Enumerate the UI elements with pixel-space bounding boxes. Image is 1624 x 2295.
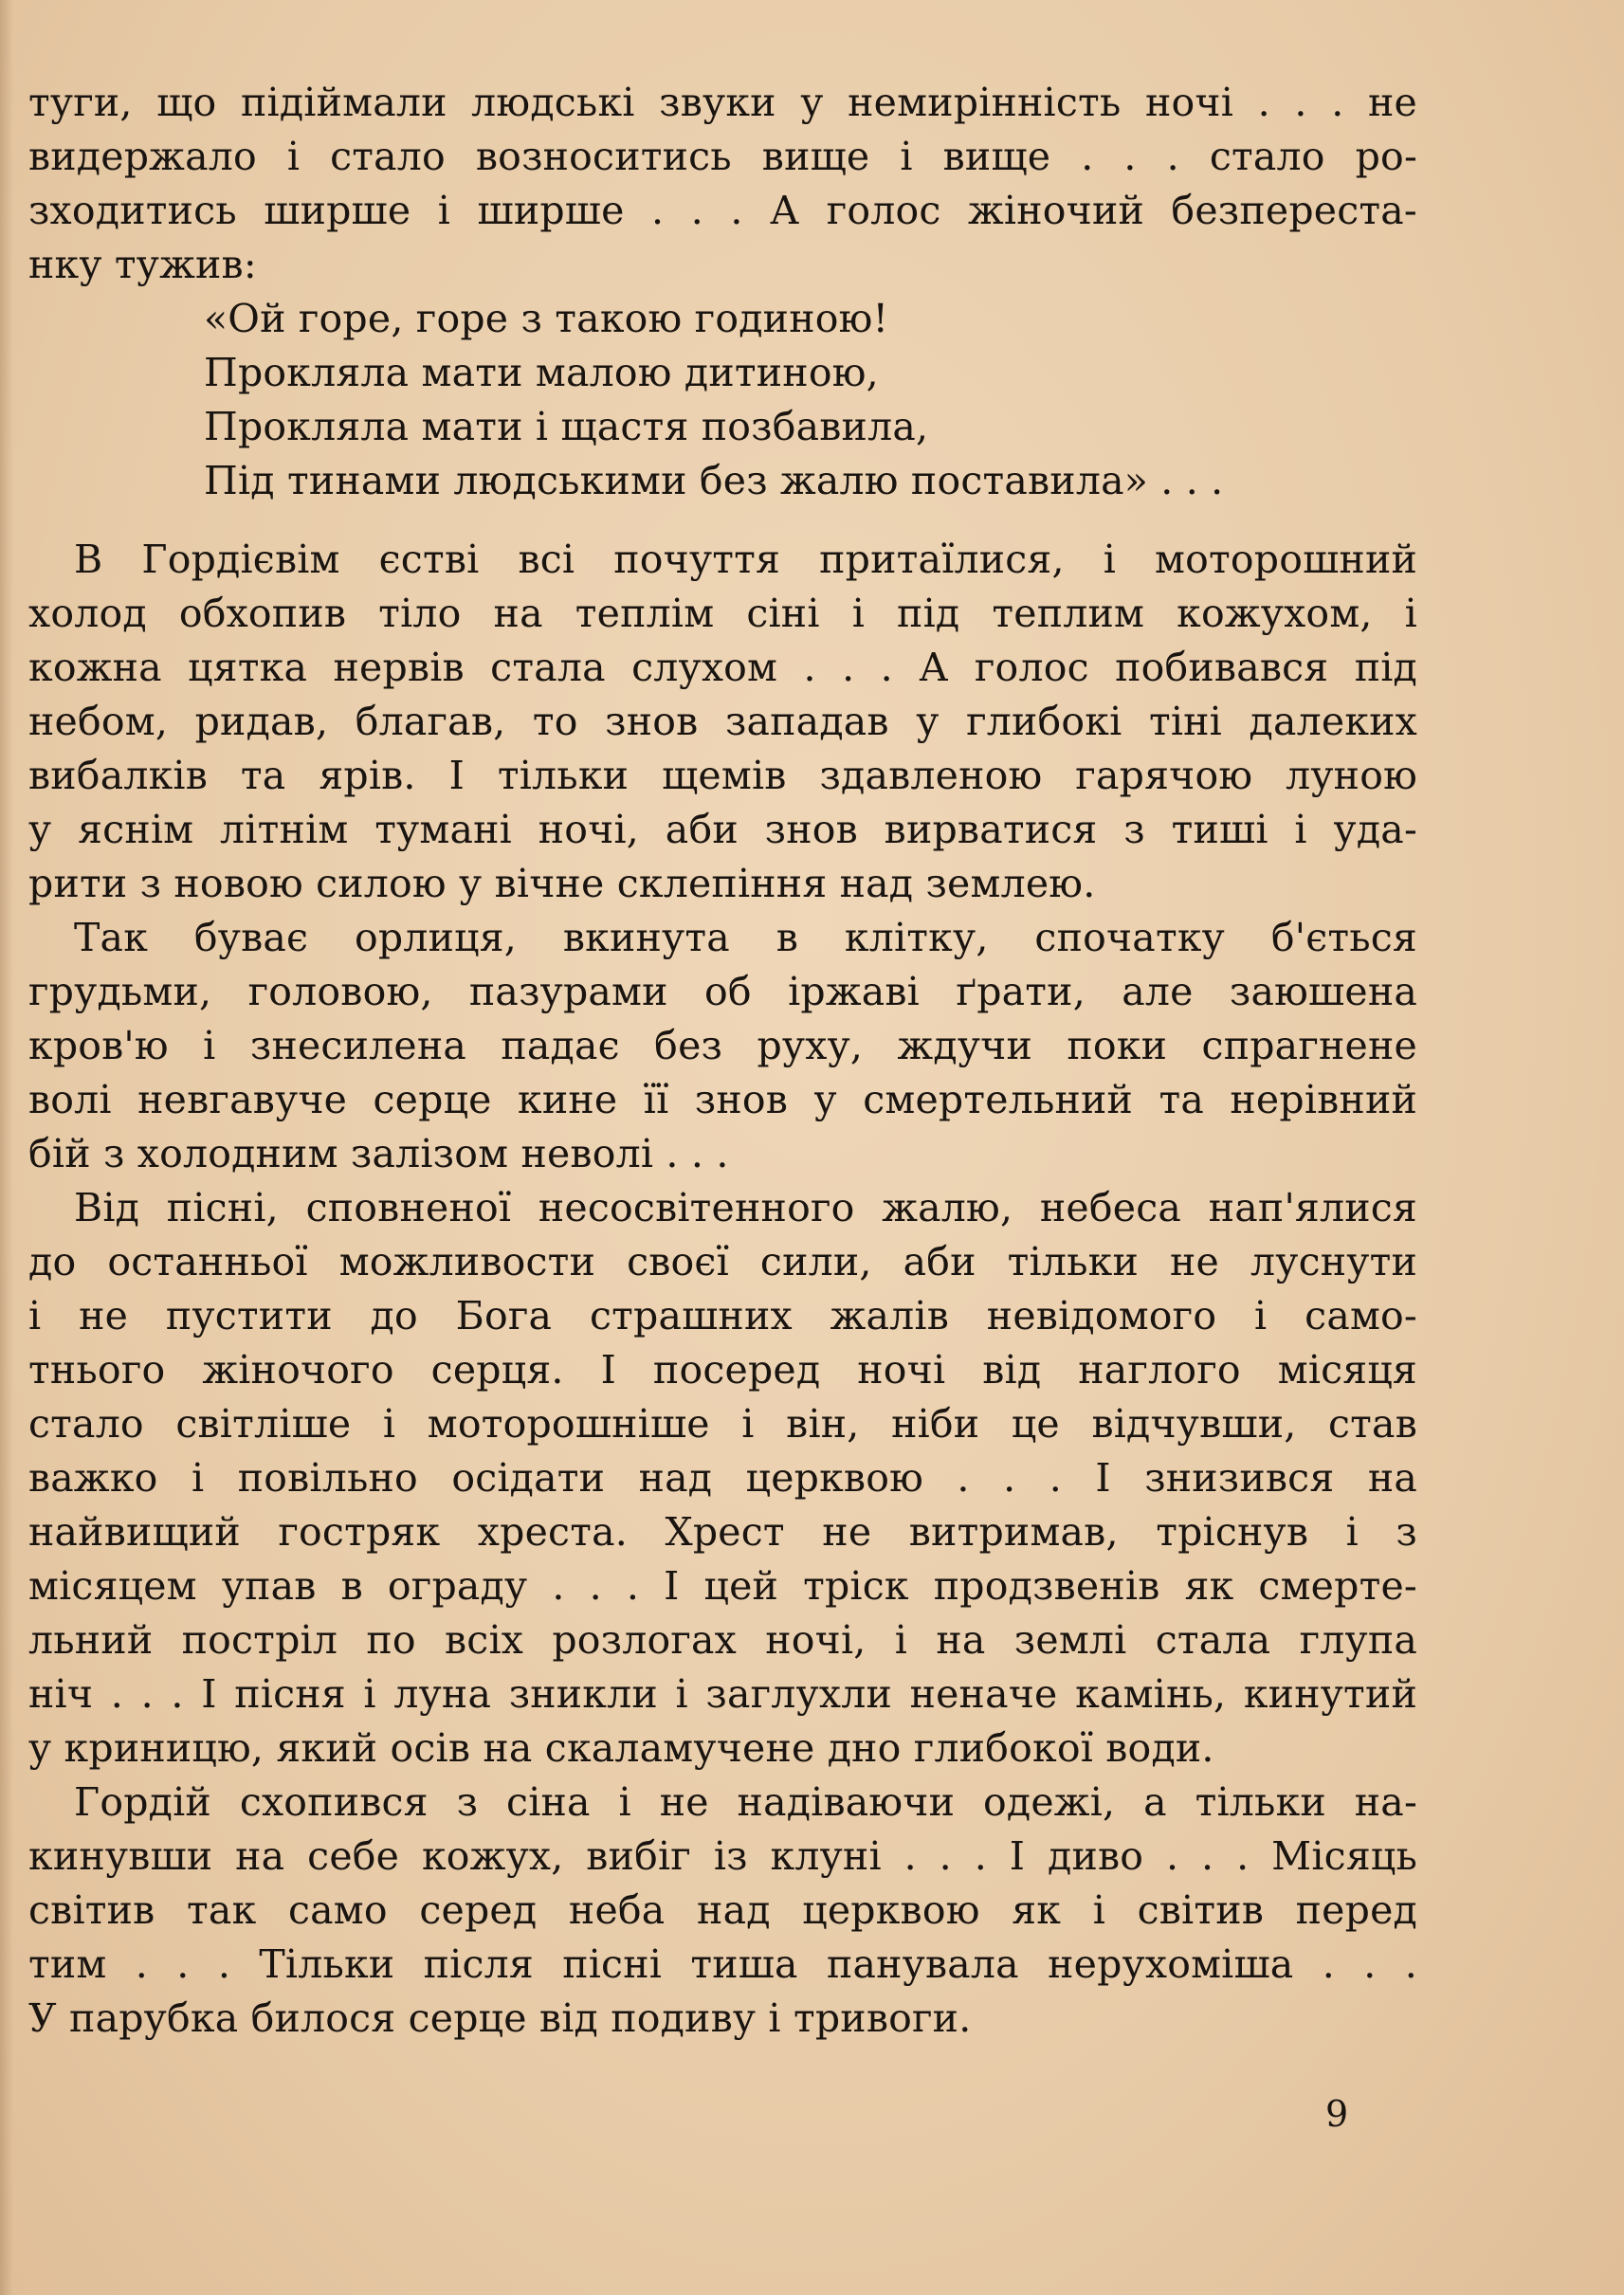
page-edge-shadow bbox=[0, 0, 13, 2295]
paragraph-3 bbox=[28, 911, 1417, 1181]
text-line: В Гордієвім єстві всі почуття притаїлися, і моторошний bbox=[74, 537, 1417, 582]
paragraph-4 bbox=[28, 1181, 1417, 1776]
text-line: кров'ю і знесилена падає без руху, ждучи поки спрагнене bbox=[28, 1023, 1417, 1068]
page-number: 9 bbox=[1325, 2093, 1349, 2135]
text-line: ніч . . . І пісня і луна зникли і заглухли неначе камінь, кинутий bbox=[28, 1671, 1417, 1717]
text-line: нку тужив: bbox=[28, 242, 257, 287]
body-text bbox=[28, 76, 1417, 2046]
text-line: У парубка билося серце від подиву і тривоги. bbox=[28, 1995, 972, 2041]
text-line: кожна цятка нервів стала слухом . . . А голос побивався під bbox=[28, 645, 1417, 690]
paragraph-1 bbox=[28, 76, 1417, 292]
text-line: до останньої можливости своєї сили, аби тільки не луснути bbox=[28, 1239, 1417, 1284]
text-line: льний постріл по всіх розлогах ночі, і на землі стала глупа bbox=[28, 1617, 1417, 1663]
text-line: найвищий гостряк хреста. Хрест не витримав, тріснув і з bbox=[28, 1509, 1417, 1555]
text-line: рити з новою силою у вічне склепіння над землею. bbox=[28, 861, 1096, 906]
text-line: небом, ридав, благав, то знов западав у глибокі тіні далеких bbox=[28, 699, 1417, 744]
text-line: Від пісні, сповненої несосвітенного жалю, небеса нап'ялися bbox=[74, 1185, 1417, 1230]
text-line: вибалків та ярів. І тільки щемів здавленою гарячою луною bbox=[28, 753, 1417, 798]
poem-line: Прокляла мати малою дитиною, bbox=[204, 350, 879, 395]
poem-stanza bbox=[28, 292, 1417, 508]
text-line: грудьми, головою, пазурами об іржаві ґрати, але заюшена bbox=[28, 969, 1417, 1014]
text-line: кинувши на себе кожух, вибіг із клуні . . . І диво . . . Місяць bbox=[28, 1833, 1417, 1879]
text-line: тим . . . Тільки після пісні тиша панувала нерухоміша . . . bbox=[28, 1941, 1417, 1987]
text-line: туги, що підіймали людські звуки у немирінність ночі . . . не bbox=[28, 80, 1417, 125]
poem-line: Під тинами людськими без жалю поставила» . . . bbox=[204, 458, 1224, 503]
text-line: у криницю, який осів на скаламучене дно глибокої води. bbox=[28, 1725, 1214, 1771]
text-line: зходитись ширше і ширше . . . А голос жіночий безпереста- bbox=[28, 188, 1417, 233]
poem-line: Прокляла мати і щастя позбавила, bbox=[204, 404, 929, 449]
stanza-gap bbox=[28, 508, 1417, 533]
paragraph-2 bbox=[28, 533, 1417, 911]
text-line: тнього жіночого серця. І посеред ночі від наглого місяця bbox=[28, 1347, 1417, 1393]
paragraph-5 bbox=[28, 1776, 1417, 2046]
text-line: волі невгавуче серце кине її знов у смертельний та нерівний bbox=[28, 1077, 1417, 1122]
text-line: важко і повільно осідати над церквою . . . І знизився на bbox=[28, 1455, 1417, 1501]
poem-line: «Ой горе, горе з такою годиною! bbox=[204, 296, 889, 341]
text-line: холод обхопив тіло на теплім сіні і під теплим кожухом, і bbox=[28, 591, 1417, 636]
text-line: і не пустити до Бога страшних жалів невідомого і само- bbox=[28, 1293, 1417, 1339]
text-line: місяцем упав в ограду . . . І цей тріск продзвенів як смерте- bbox=[28, 1563, 1417, 1609]
text-line: Так буває орлиця, вкинута в клітку, спочатку б'ється bbox=[74, 915, 1417, 960]
text-line: бій з холодним залізом неволі . . . bbox=[28, 1131, 729, 1176]
text-line: стало світліше і моторошніше і він, ніби це відчувши, став bbox=[28, 1401, 1417, 1447]
text-line: видержало і стало возноситись вище і вище . . . стало ро- bbox=[28, 134, 1417, 179]
text-line: у яснім літнім тумані ночі, аби знов вирватися з тиші і уда- bbox=[28, 807, 1417, 852]
text-line: світив так само серед неба над церквою як і світив перед bbox=[28, 1887, 1417, 1933]
text-line: Гордій схопився з сіна і не надіваючи одежі, а тільки на- bbox=[74, 1779, 1417, 1825]
